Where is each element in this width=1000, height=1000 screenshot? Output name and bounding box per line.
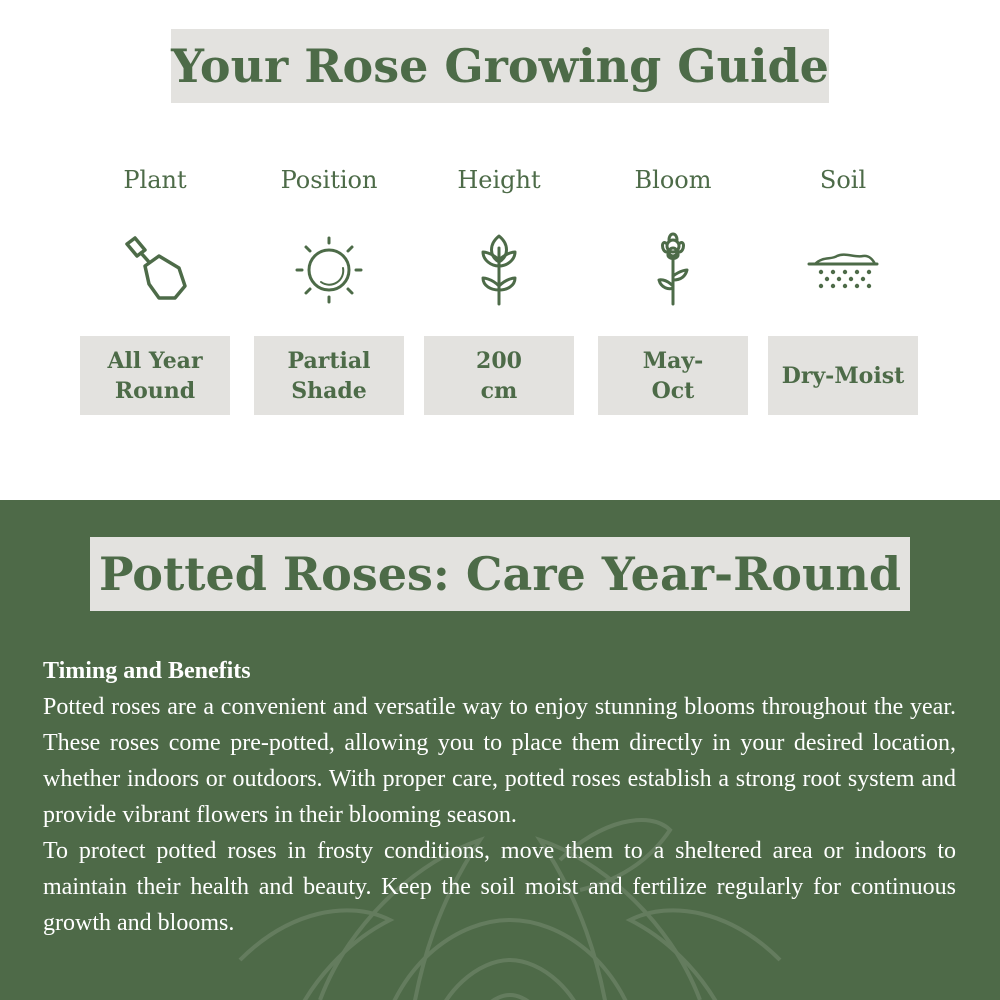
guide-title-banner (171, 29, 829, 103)
guide-item-bloom (598, 160, 748, 420)
guide-item-soil (768, 160, 918, 420)
guide-item-label: Position (280, 166, 378, 194)
guide-item-label: Soil (819, 166, 867, 194)
sprout-icon (459, 228, 539, 308)
trowel-icon (115, 228, 195, 308)
guide-item-value: Dry-Moist (768, 336, 918, 415)
soil-icon (803, 228, 883, 308)
care-section (0, 500, 1000, 1000)
care-title: Potted Roses: Care Year-Round (98, 547, 902, 601)
flower-icon (633, 228, 713, 308)
guide-title: Your Rose Growing Guide (171, 39, 829, 93)
care-paragraph-2: To protect potted roses in frosty conditions, move them to a sheltered area or indoors to maintain their health and beauty. Keep the soil moist and fertilize regularly for continuous growth and blooms. (43, 838, 956, 936)
care-title-banner (90, 537, 910, 611)
guide-item-value: 200 cm (424, 336, 574, 415)
guide-item-value: Partial Shade (254, 336, 404, 415)
care-heading: Timing and Benefits (43, 658, 251, 684)
guide-item-value: May- Oct (598, 336, 748, 415)
care-text-block (43, 653, 956, 941)
guide-item-label: Height (457, 166, 541, 194)
sun-icon (289, 228, 369, 308)
guide-item-plant (80, 160, 230, 420)
guide-item-value: All Year Round (80, 336, 230, 415)
guide-item-position (254, 160, 404, 420)
guide-item-label: Bloom (634, 166, 712, 194)
guide-item-height (424, 160, 574, 420)
guide-item-label: Plant (123, 166, 187, 194)
care-paragraph-1: Potted roses are a convenient and versatile way to enjoy stunning blooms throughout the year. These roses come pre-potted, allowing you to place them directly in your desired location, whether indoors or outdoors. With proper care, potted roses establish a strong root system and provide vibrant flowers in their blooming season. (43, 694, 956, 828)
